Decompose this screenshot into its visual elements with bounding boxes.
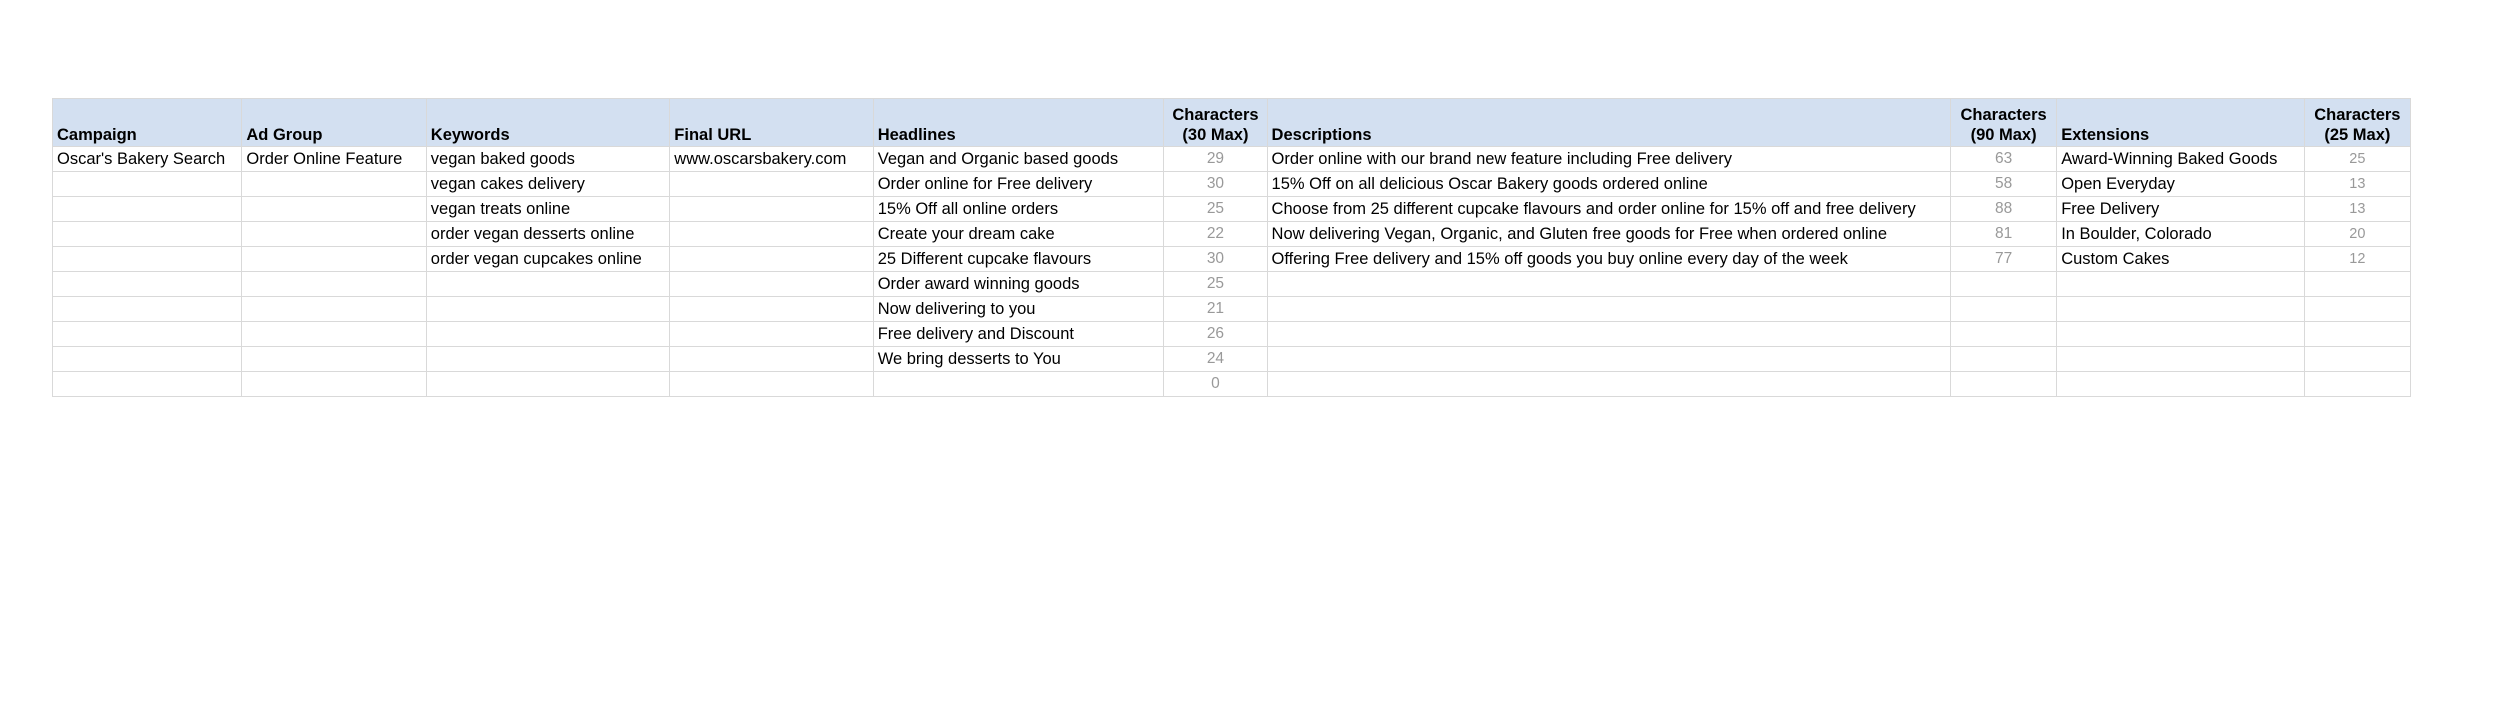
cell-extension[interactable] [2057, 372, 2305, 397]
cell-extension[interactable] [2057, 297, 2305, 322]
cell-keyword[interactable]: vegan treats online [426, 197, 670, 222]
cell-extension[interactable] [2057, 272, 2305, 297]
cell-final-url[interactable] [670, 372, 873, 397]
header-ad-group[interactable]: Ad Group [242, 99, 426, 147]
cell-keyword[interactable]: vegan cakes delivery [426, 172, 670, 197]
cell-description-chars[interactable]: 88 [1950, 197, 2056, 222]
cell-campaign[interactable] [53, 222, 242, 247]
cell-ad-group[interactable] [242, 297, 426, 322]
cell-extension-chars[interactable]: 20 [2304, 222, 2410, 247]
cell-extension[interactable]: Open Everyday [2057, 172, 2305, 197]
cell-headline[interactable]: 15% Off all online orders [873, 197, 1164, 222]
cell-ad-group[interactable] [242, 372, 426, 397]
cell-campaign[interactable] [53, 372, 242, 397]
cell-extension[interactable] [2057, 347, 2305, 372]
cell-extension[interactable]: Award-Winning Baked Goods [2057, 147, 2305, 172]
cell-headline-chars[interactable]: 25 [1164, 197, 1267, 222]
cell-headline[interactable]: Create your dream cake [873, 222, 1164, 247]
cell-headline-chars[interactable]: 24 [1164, 347, 1267, 372]
cell-description-chars[interactable] [1950, 272, 2056, 297]
cell-description-chars[interactable] [1950, 297, 2056, 322]
header-description-characters-line2: (90 Max) [1970, 126, 2037, 144]
header-campaign[interactable]: Campaign [53, 99, 242, 147]
cell-extension-chars[interactable]: 25 [2304, 147, 2410, 172]
cell-description-chars[interactable]: 58 [1950, 172, 2056, 197]
cell-ad-group[interactable] [242, 247, 426, 272]
cell-headline[interactable]: Free delivery and Discount [873, 322, 1164, 347]
cell-keyword[interactable] [426, 272, 670, 297]
cell-campaign[interactable] [53, 172, 242, 197]
cell-description-chars[interactable] [1950, 322, 2056, 347]
cell-description-chars[interactable]: 63 [1950, 147, 2056, 172]
header-description-characters-line1: Characters [1960, 106, 2047, 124]
ad-copy-spreadsheet [52, 98, 2411, 397]
cell-ad-group[interactable] [242, 322, 426, 347]
cell-campaign[interactable] [53, 297, 242, 322]
cell-description-chars[interactable] [1950, 347, 2056, 372]
cell-description-chars[interactable]: 81 [1950, 222, 2056, 247]
cell-keyword[interactable]: order vegan cupcakes online [426, 247, 670, 272]
table-row [53, 147, 2411, 172]
cell-description[interactable]: Choose from 25 different cupcake flavours and order online for 15% off and free delivery [1267, 197, 1950, 222]
cell-extension-chars[interactable] [2304, 272, 2410, 297]
cell-extension[interactable]: In Boulder, Colorado [2057, 222, 2305, 247]
cell-description[interactable] [1267, 297, 1950, 322]
header-descriptions[interactable]: Descriptions [1267, 99, 1950, 147]
header-description-characters[interactable] [1950, 99, 2056, 147]
cell-description[interactable]: 15% Off on all delicious Oscar Bakery goods ordered online [1267, 172, 1950, 197]
header-row [53, 99, 2411, 147]
header-headline-characters-line2: (30 Max) [1182, 126, 1249, 144]
cell-extension[interactable] [2057, 322, 2305, 347]
table-row [53, 197, 2411, 222]
table-row [53, 372, 2411, 397]
table-row [53, 297, 2411, 322]
cell-keyword[interactable] [426, 322, 670, 347]
cell-final-url[interactable] [670, 197, 873, 222]
cell-final-url[interactable] [670, 272, 873, 297]
header-headlines[interactable]: Headlines [873, 99, 1164, 147]
cell-headline[interactable]: Order online for Free delivery [873, 172, 1164, 197]
cell-final-url[interactable] [670, 322, 873, 347]
cell-campaign[interactable] [53, 272, 242, 297]
cell-description[interactable]: Order online with our brand new feature including Free delivery [1267, 147, 1950, 172]
header-headline-characters-line1: Characters [1172, 106, 1259, 124]
table-row [53, 322, 2411, 347]
cell-extension-chars[interactable] [2304, 372, 2410, 397]
header-extension-characters-line2: (25 Max) [2324, 126, 2391, 144]
cell-headline-chars[interactable]: 0 [1164, 372, 1267, 397]
cell-ad-group[interactable] [242, 347, 426, 372]
header-extension-characters-line1: Characters [2314, 106, 2401, 124]
cell-campaign[interactable] [53, 347, 242, 372]
cell-extension[interactable]: Free Delivery [2057, 197, 2305, 222]
header-extensions[interactable]: Extensions [2057, 99, 2305, 147]
cell-ad-group[interactable] [242, 222, 426, 247]
cell-extension-chars[interactable] [2304, 322, 2410, 347]
cell-headline-chars[interactable]: 26 [1164, 322, 1267, 347]
cell-keyword[interactable]: order vegan desserts online [426, 222, 670, 247]
cell-headline[interactable]: We bring desserts to You [873, 347, 1164, 372]
cell-headline[interactable] [873, 372, 1164, 397]
cell-extension-chars[interactable]: 12 [2304, 247, 2410, 272]
cell-campaign[interactable] [53, 247, 242, 272]
header-extension-characters[interactable] [2304, 99, 2410, 147]
cell-headline-chars[interactable]: 21 [1164, 297, 1267, 322]
cell-extension-chars[interactable]: 13 [2304, 197, 2410, 222]
cell-headline[interactable]: Order award winning goods [873, 272, 1164, 297]
cell-ad-group[interactable]: Order Online Feature [242, 147, 426, 172]
table-row [53, 272, 2411, 297]
cell-description[interactable] [1267, 322, 1950, 347]
cell-headline[interactable]: Now delivering to you [873, 297, 1164, 322]
cell-final-url[interactable]: www.oscarsbakery.com [670, 147, 873, 172]
cell-keyword[interactable]: vegan baked goods [426, 147, 670, 172]
cell-keyword[interactable] [426, 297, 670, 322]
cell-campaign[interactable]: Oscar's Bakery Search [53, 147, 242, 172]
cell-extension[interactable]: Custom Cakes [2057, 247, 2305, 272]
cell-description[interactable] [1267, 272, 1950, 297]
header-final-url[interactable]: Final URL [670, 99, 873, 147]
cell-headline[interactable]: Vegan and Organic based goods [873, 147, 1164, 172]
cell-description-chars[interactable]: 77 [1950, 247, 2056, 272]
cell-headline-chars[interactable]: 29 [1164, 147, 1267, 172]
cell-extension-chars[interactable] [2304, 347, 2410, 372]
cell-ad-group[interactable] [242, 172, 426, 197]
table-row [53, 172, 2411, 197]
cell-keyword[interactable] [426, 347, 670, 372]
cell-final-url[interactable] [670, 247, 873, 272]
cell-headline-chars[interactable]: 30 [1164, 247, 1267, 272]
cell-description-chars[interactable] [1950, 372, 2056, 397]
cell-campaign[interactable] [53, 197, 242, 222]
cell-campaign[interactable] [53, 322, 242, 347]
cell-description[interactable]: Offering Free delivery and 15% off goods you buy online every day of the week [1267, 247, 1950, 272]
cell-description[interactable] [1267, 347, 1950, 372]
cell-extension-chars[interactable] [2304, 297, 2410, 322]
table-row [53, 247, 2411, 272]
cell-final-url[interactable] [670, 172, 873, 197]
table-row [53, 222, 2411, 247]
cell-headline-chars[interactable]: 30 [1164, 172, 1267, 197]
header-keywords[interactable]: Keywords [426, 99, 670, 147]
cell-final-url[interactable] [670, 347, 873, 372]
cell-ad-group[interactable] [242, 197, 426, 222]
cell-headline-chars[interactable]: 25 [1164, 272, 1267, 297]
cell-description[interactable]: Now delivering Vegan, Organic, and Gluten free goods for Free when ordered online [1267, 222, 1950, 247]
cell-extension-chars[interactable]: 13 [2304, 172, 2410, 197]
cell-headline[interactable]: 25 Different cupcake flavours [873, 247, 1164, 272]
cell-headline-chars[interactable]: 22 [1164, 222, 1267, 247]
cell-final-url[interactable] [670, 222, 873, 247]
header-headline-characters[interactable] [1164, 99, 1267, 147]
table-row [53, 347, 2411, 372]
cell-ad-group[interactable] [242, 272, 426, 297]
cell-keyword[interactable] [426, 372, 670, 397]
cell-description[interactable] [1267, 372, 1950, 397]
cell-final-url[interactable] [670, 297, 873, 322]
